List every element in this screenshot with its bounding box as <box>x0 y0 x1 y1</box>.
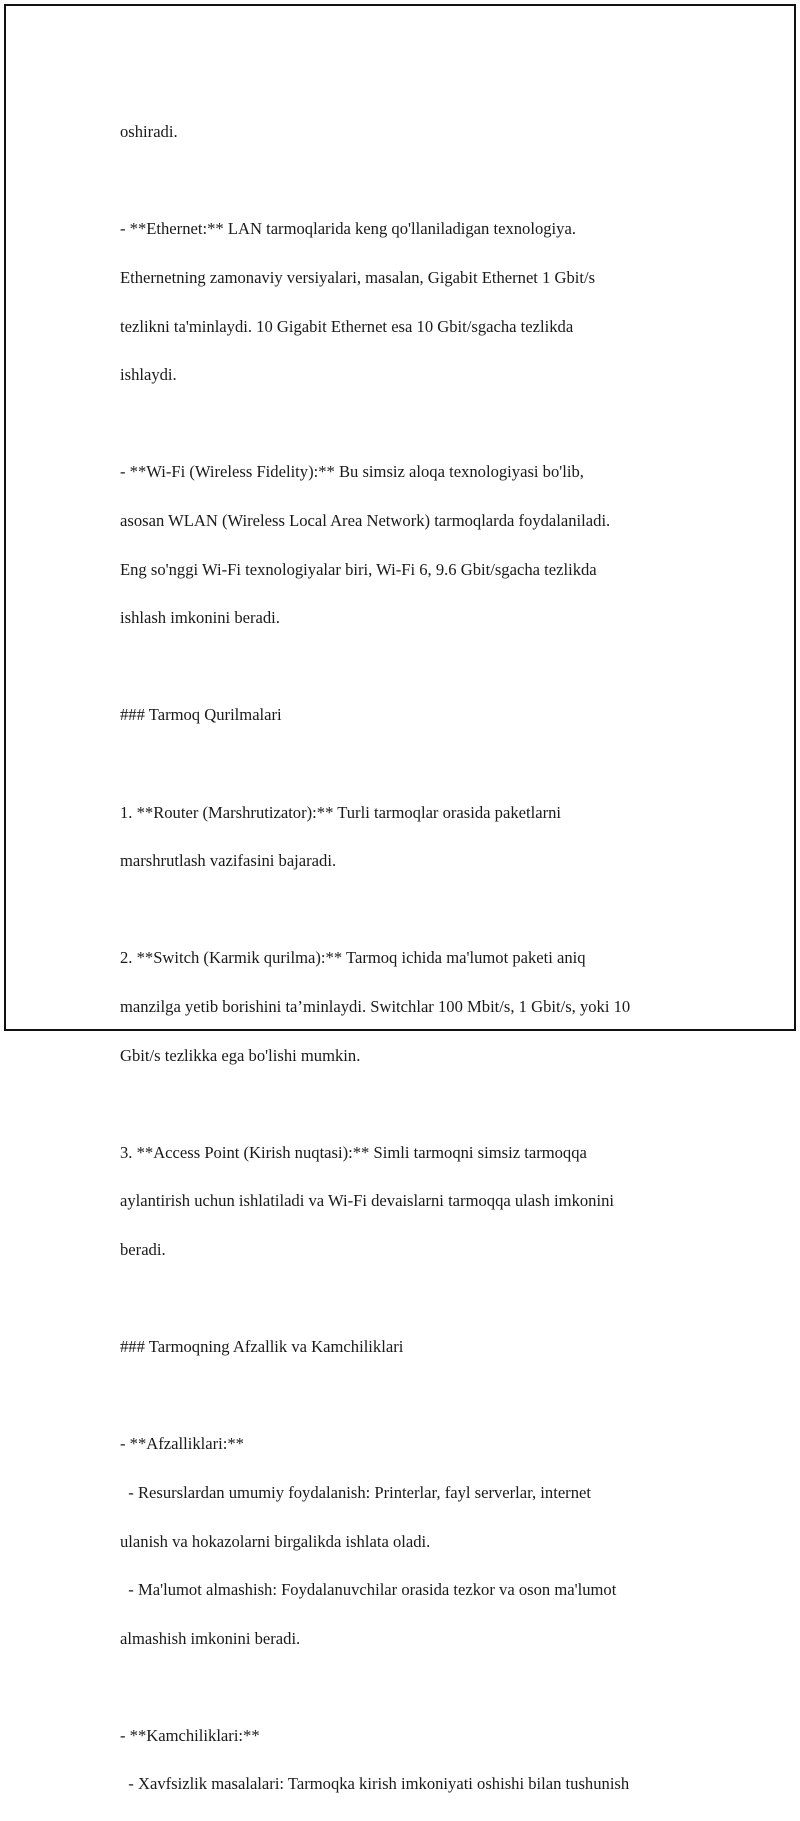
list-item-advantages <box>120 1408 720 1675</box>
paragraph <box>120 96 720 169</box>
list-item-access-point <box>120 1116 720 1286</box>
list-item-disadvantages <box>120 1700 720 1821</box>
text-line: Eng so'nggi Wi-Fi texnologiyalar biri, Wi-Fi 6, 9.6 Gbit/sgacha tezlikda <box>120 559 597 579</box>
document-body <box>120 96 720 1821</box>
text-line: - Xavfsizlik masalalari: Tarmoqka kirish imkoniyati oshishi bilan tushunish <box>120 1774 630 1794</box>
text-line: asosan WLAN (Wireless Local Area Network) tarmoqlarda foydalaniladi. <box>120 511 611 531</box>
text-line: - **Afzalliklari:** <box>120 1434 244 1454</box>
text-line: ulanish va hokazolarni birgalikda ishlata oladi. <box>120 1531 431 1551</box>
text-line: aylantirish uchun ishlatiladi va Wi-Fi devaislarni tarmoqqa ulash imkonini <box>120 1191 614 1211</box>
list-item-router <box>120 776 720 897</box>
text-line: - Resurslardan umumiy foydalanish: Printerlar, fayl serverlar, internet <box>120 1482 591 1502</box>
text-line: almashish imkonini beradi. <box>120 1628 301 1648</box>
text-line: 2. **Switch (Karmik qurilma):** Tarmoq ichida ma'lumot paketi aniq <box>120 948 586 968</box>
text-line: marshrutlash vazifasini bajaradi. <box>120 851 337 871</box>
text-line: Ethernetning zamonaviy versiyalari, masalan, Gigabit Ethernet 1 Gbit/s <box>120 268 596 288</box>
text-line: beradi. <box>120 1239 166 1259</box>
section-heading-pros-cons <box>120 1311 720 1384</box>
text-line: ishlash imkonini beradi. <box>120 608 280 628</box>
list-item-ethernet <box>120 193 720 412</box>
section-heading-devices <box>120 679 720 752</box>
list-item-wifi <box>120 436 720 655</box>
text-line: ### Tarmoq Qurilmalari <box>120 705 282 725</box>
text-line: - **Kamchiliklari:** <box>120 1725 260 1745</box>
text-line: 3. **Access Point (Kirish nuqtasi):** Simli tarmoqni simsiz tarmoqqa <box>120 1142 587 1162</box>
text-line: 1. **Router (Marshrutizator):** Turli tarmoqlar orasida paketlarni <box>120 802 562 822</box>
text-line: oshiradi. <box>120 122 178 142</box>
text-line: ishlaydi. <box>120 365 177 385</box>
text-line: - **Ethernet:** LAN tarmoqlarida keng qo'llaniladigan texnologiya. <box>120 219 576 239</box>
text-line: tezlikni ta'minlaydi. 10 Gigabit Ethernet esa 10 Gbit/sgacha tezlikda <box>120 316 574 336</box>
text-line: - Ma'lumot almashish: Foydalanuvchilar orasida tezkor va oson ma'lumot <box>120 1580 617 1600</box>
list-item-switch <box>120 922 720 1092</box>
text-line: - **Wi-Fi (Wireless Fidelity):** Bu simsiz aloqa texnologiyasi bo'lib, <box>120 462 584 482</box>
text-line: ### Tarmoqning Afzallik va Kamchiliklari <box>120 1337 404 1357</box>
text-line: Gbit/s tezlikka ega bo'lishi mumkin. <box>120 1045 361 1065</box>
page-frame <box>4 4 796 1794</box>
text-line: manzilga yetib borishini ta’minlaydi. Switchlar 100 Mbit/s, 1 Gbit/s, yoki 10 <box>120 996 631 1016</box>
